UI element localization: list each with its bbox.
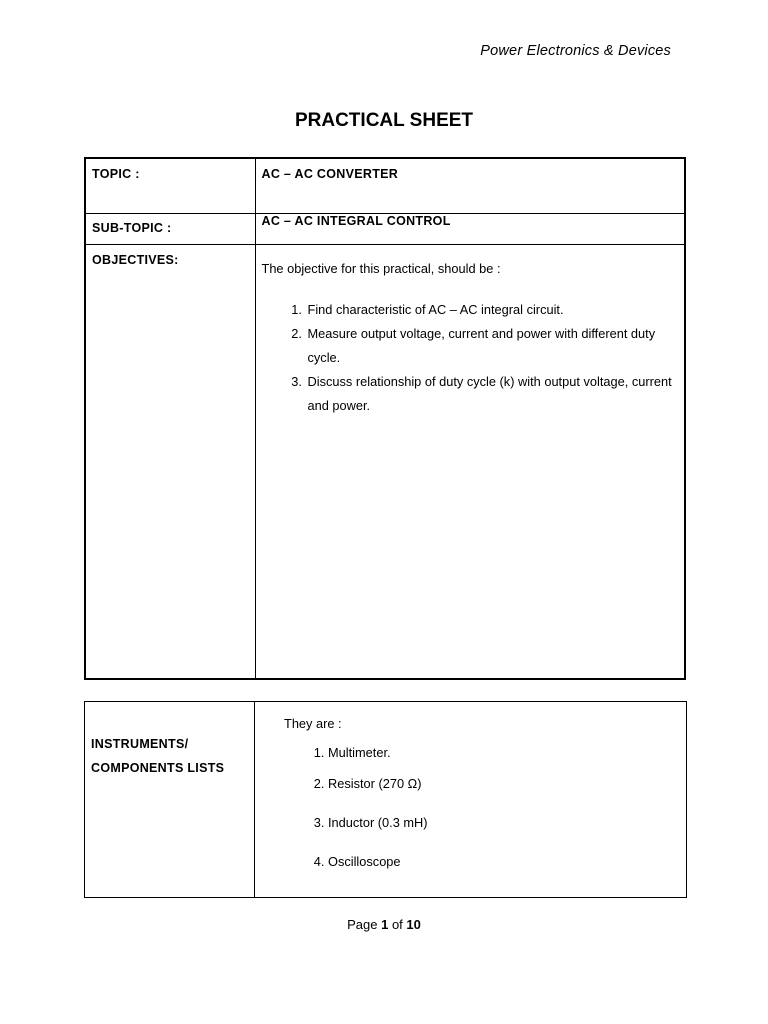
instrument-item: 4. Oscilloscope — [328, 854, 686, 869]
instruments-label-line1: INSTRUMENTS/ — [91, 737, 189, 751]
subtopic-label-cell — [85, 213, 255, 244]
subtopic-value-cell — [255, 213, 685, 244]
objective-item: 3. Discuss relationship of duty cycle (k) with output voltage, current and power. — [306, 370, 685, 418]
subtopic-value: AC – AC INTEGRAL CONTROL — [261, 213, 451, 228]
topic-row — [85, 158, 685, 213]
page-current: 1 — [381, 917, 389, 932]
instruments-label-line2: COMPONENTS LISTS — [91, 761, 225, 775]
subtopic-label: SUB-TOPIC : — [92, 220, 172, 235]
instruments-content-cell — [255, 702, 687, 898]
objectives-row — [85, 244, 685, 679]
page-of: of — [391, 917, 403, 932]
topic-label: TOPIC : — [92, 167, 140, 181]
subtopic-row — [85, 213, 685, 244]
instrument-item: 3. Inductor (0.3 mH) — [328, 815, 686, 830]
instrument-item: 2. Resistor (270 Ω) — [328, 776, 686, 791]
document-header-title: Power Electronics & Devices — [480, 43, 671, 59]
instruments-intro: They are : — [284, 716, 342, 731]
topic-value-cell — [255, 158, 685, 213]
topic-label-cell — [85, 158, 255, 213]
topic-value: AC – AC CONVERTER — [261, 167, 399, 181]
page-prefix: Page — [347, 917, 378, 932]
objectives-intro: The objective for this practical, should be : — [261, 260, 501, 276]
objective-item: 1. Find characteristic of AC – AC integral circuit. — [306, 298, 685, 322]
instruments-label-cell — [85, 702, 255, 898]
instrument-item: 1. Multimeter. — [328, 745, 686, 760]
objective-item: 2. Measure output voltage, current and power with different duty cycle. — [306, 322, 685, 370]
objectives-label-cell — [85, 244, 255, 679]
practical-details-table — [84, 157, 686, 680]
instruments-table — [84, 701, 687, 898]
instruments-list — [255, 745, 686, 869]
page-total: 10 — [406, 917, 421, 932]
objectives-list — [256, 298, 685, 418]
objectives-label: OBJECTIVES: — [92, 252, 179, 267]
sheet-title: PRACTICAL SHEET — [294, 110, 474, 131]
page-footer — [0, 917, 768, 932]
objectives-content-cell — [255, 244, 685, 679]
instruments-row — [85, 702, 687, 898]
